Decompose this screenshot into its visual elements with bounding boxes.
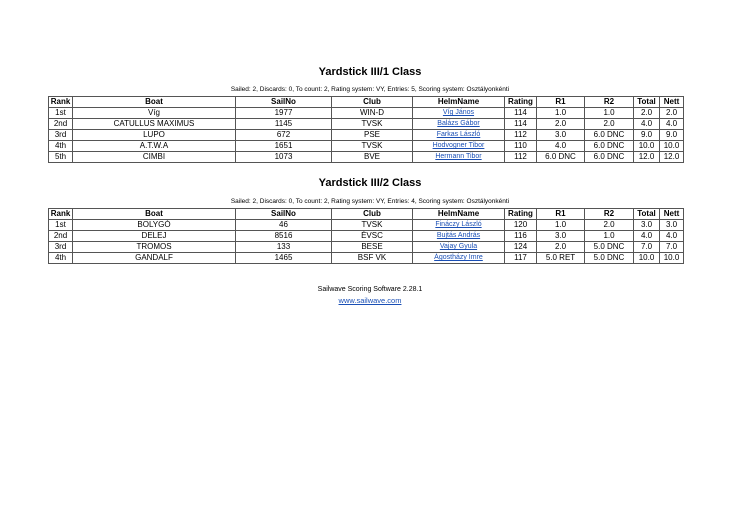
cell-total: 10.0 [634,253,660,264]
cell-r2: 6.0 DNC [585,141,634,152]
cell-rating: 114 [505,119,537,130]
cell-r1: 1.0 [537,220,585,231]
cell-rank: 2nd [49,119,73,130]
cell-r2: 5.0 DNC [585,253,634,264]
cell-boat: A.T.W.A [73,141,236,152]
cell-r2: 5.0 DNC [585,242,634,253]
cell-sailno: 1145 [236,119,332,130]
column-header-total: Total [634,97,660,108]
cell-nett: 2.0 [660,108,684,119]
cell-helmname[interactable]: Ágostházy Imre [413,253,505,264]
cell-r1: 6.0 DNC [537,152,585,163]
cell-total: 3.0 [634,220,660,231]
cell-rating: 112 [505,130,537,141]
table-row [49,130,684,141]
cell-boat: GANDALF [73,253,236,264]
results-table [48,208,684,264]
table-row [49,242,684,253]
cell-helmname[interactable]: Farkas László [413,130,505,141]
table-row [49,108,684,119]
column-header-nett: Nett [660,97,684,108]
table-row [49,119,684,130]
column-header-boat: Boat [73,209,236,220]
cell-boat: Víg [73,108,236,119]
column-header-club: Club [332,97,413,108]
cell-boat: DELEJ [73,231,236,242]
cell-rank: 4th [49,141,73,152]
cell-sailno: 46 [236,220,332,231]
table-row [49,253,684,264]
column-header-r2: R2 [585,97,634,108]
cell-total: 7.0 [634,242,660,253]
cell-boat: LUPO [73,130,236,141]
cell-helmname[interactable]: Fináczy László [413,220,505,231]
cell-rating: 112 [505,152,537,163]
cell-club: BESE [332,242,413,253]
cell-r2: 2.0 [585,119,634,130]
cell-r2: 6.0 DNC [585,152,634,163]
table-header-row [49,97,684,108]
cell-helmname[interactable]: Balázs Gábor [413,119,505,130]
cell-sailno: 133 [236,242,332,253]
cell-rating: 116 [505,231,537,242]
cell-helmname[interactable]: Bujtás András [413,231,505,242]
column-header-boat: Boat [73,97,236,108]
table-row [49,220,684,231]
cell-total: 4.0 [634,119,660,130]
cell-rank: 5th [49,152,73,163]
cell-rating: 120 [505,220,537,231]
cell-nett: 10.0 [660,253,684,264]
cell-boat: TROMOS [73,242,236,253]
column-header-sailno: SailNo [236,97,332,108]
cell-sailno: 1651 [236,141,332,152]
cell-club: TVSK [332,119,413,130]
cell-nett: 4.0 [660,231,684,242]
column-header-nett: Nett [660,209,684,220]
cell-club: ÉVSC [332,231,413,242]
cell-total: 2.0 [634,108,660,119]
cell-total: 12.0 [634,152,660,163]
cell-total: 4.0 [634,231,660,242]
cell-rank: 1st [49,220,73,231]
column-header-r1: R1 [537,97,585,108]
cell-rank: 3rd [49,242,73,253]
cell-r1: 3.0 [537,231,585,242]
cell-rank: 2nd [49,231,73,242]
cell-r1: 4.0 [537,141,585,152]
cell-sailno: 672 [236,130,332,141]
cell-boat: BOLYGÓ [73,220,236,231]
column-header-rank: Rank [49,209,73,220]
cell-nett: 3.0 [660,220,684,231]
cell-sailno: 1073 [236,152,332,163]
cell-r2: 1.0 [585,108,634,119]
cell-rating: 110 [505,141,537,152]
class-title: Yardstick III/1 Class [318,66,422,78]
cell-rank: 3rd [49,130,73,141]
column-header-r1: R1 [537,209,585,220]
cell-nett: 7.0 [660,242,684,253]
class-summary: Sailed: 2, Discards: 0, To count: 2, Rating system: VY, Entries: 5, Scoring system: Osztályonkénti [230,86,510,93]
column-header-helmname: HelmName [413,97,505,108]
cell-total: 10.0 [634,141,660,152]
cell-club: PSE [332,130,413,141]
results-table [48,96,684,163]
column-header-helmname: HelmName [413,209,505,220]
cell-club: BVE [332,152,413,163]
cell-r1: 5.0 RET [537,253,585,264]
sailwave-link[interactable]: www.sailwave.com [338,296,402,305]
cell-r2: 6.0 DNC [585,130,634,141]
column-header-r2: R2 [585,209,634,220]
column-header-rating: Rating [505,209,537,220]
table-row [49,141,684,152]
cell-r2: 2.0 [585,220,634,231]
class-summary: Sailed: 2, Discards: 0, To count: 2, Rating system: VY, Entries: 4, Scoring system: Osztályonkénti [230,198,510,205]
column-header-rank: Rank [49,97,73,108]
cell-nett: 10.0 [660,141,684,152]
software-credit: Sailwave Scoring Software 2.28.1 [317,286,423,293]
cell-sailno: 8516 [236,231,332,242]
cell-club: TVSK [332,220,413,231]
cell-total: 9.0 [634,130,660,141]
cell-sailno: 1977 [236,108,332,119]
cell-rank: 4th [49,253,73,264]
table-header-row [49,209,684,220]
column-header-total: Total [634,209,660,220]
cell-r1: 1.0 [537,108,585,119]
table-row [49,152,684,163]
cell-rating: 117 [505,253,537,264]
cell-r1: 2.0 [537,119,585,130]
cell-club: WIN-D [332,108,413,119]
cell-r2: 1.0 [585,231,634,242]
cell-rating: 114 [505,108,537,119]
cell-nett: 4.0 [660,119,684,130]
cell-boat: CATULLUS MAXIMUS [73,119,236,130]
table-row [49,231,684,242]
class-title: Yardstick III/2 Class [318,177,422,189]
cell-nett: 9.0 [660,130,684,141]
cell-club: BSF VK [332,253,413,264]
cell-nett: 12.0 [660,152,684,163]
cell-r1: 3.0 [537,130,585,141]
cell-rating: 124 [505,242,537,253]
column-header-sailno: SailNo [236,209,332,220]
cell-helmname[interactable]: Hermann Tibor [413,152,505,163]
cell-helmname[interactable]: Víg János [413,108,505,119]
cell-helmname[interactable]: Vajay Gyula [413,242,505,253]
cell-boat: CIMBI [73,152,236,163]
cell-club: TVSK [332,141,413,152]
cell-sailno: 1465 [236,253,332,264]
cell-r1: 2.0 [537,242,585,253]
cell-helmname[interactable]: Hodvogner Tibor [413,141,505,152]
cell-rank: 1st [49,108,73,119]
column-header-rating: Rating [505,97,537,108]
column-header-club: Club [332,209,413,220]
